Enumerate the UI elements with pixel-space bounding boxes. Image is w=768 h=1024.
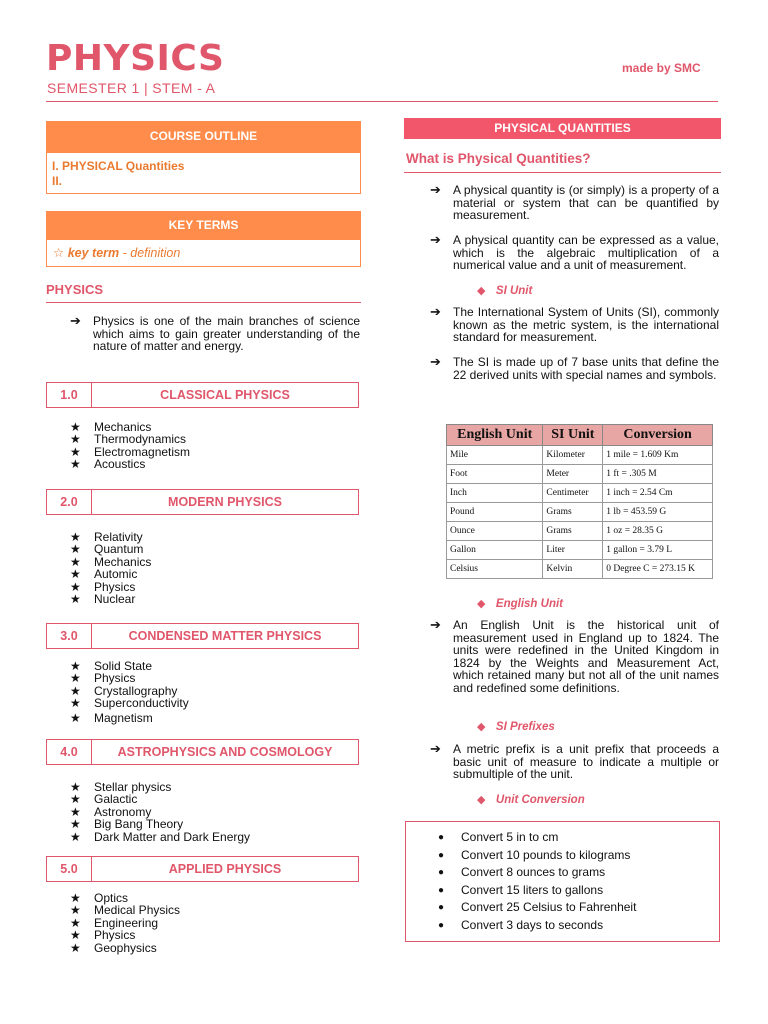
- bullet-icon: ●: [438, 902, 445, 913]
- list-item: ★ Physics: [70, 928, 136, 943]
- course-outline-body: [46, 152, 361, 194]
- list-item: ● Convert 3 days to seconds: [438, 917, 636, 935]
- pq-paragraph-2: A physical quantity can be expressed as a value, which is the algebraic multiplication of a numerical value and a unit of measurement.: [453, 233, 719, 272]
- section-number: 5.0: [47, 857, 92, 881]
- list-item: ★ Astronomy: [70, 804, 152, 819]
- english-unit-subheading: ◆ English Unit: [477, 598, 564, 610]
- star-icon: ★: [70, 659, 81, 673]
- list-item: ● Convert 8 ounces to grams: [438, 864, 636, 882]
- section-number: 3.0: [47, 624, 92, 648]
- star-icon: ★: [70, 710, 81, 725]
- table-row: Celsius Kelvin 0 Degree C = 273.15 K: [447, 560, 713, 579]
- semester-subtitle: SEMESTER 1 | STEM - A: [47, 80, 216, 96]
- star-icon: ★: [70, 696, 81, 711]
- star-icon: ★: [70, 683, 81, 698]
- physical-quantities-heading: PHYSICAL QUANTITIES: [404, 118, 721, 139]
- table-header-cell: English Unit: [447, 425, 543, 446]
- star-icon: ★: [70, 829, 81, 844]
- star-icon: ★: [70, 530, 81, 544]
- astrophysics-list: [70, 781, 250, 843]
- list-item: ★ Electromagnetism: [70, 444, 191, 459]
- diamond-icon: ◆: [477, 721, 486, 733]
- list-item: ★ Relativity: [70, 530, 143, 544]
- star-icon: ★: [70, 891, 81, 905]
- star-icon: ★: [70, 592, 81, 607]
- arrow-icon: ➔: [430, 617, 441, 632]
- section-title: CONDENSED MATTER PHYSICS: [128, 629, 322, 643]
- physical-quantities-question: What is Physical Quantities?: [406, 151, 591, 166]
- table-row: Mile Kilometer 1 mile = 1.609 Km: [447, 446, 713, 465]
- list-item: ★ Solid State: [70, 659, 153, 673]
- star-icon: ★: [70, 792, 81, 807]
- si-unit-subheading: ◆ SI Unit: [477, 285, 533, 297]
- star-icon: ★: [70, 554, 81, 569]
- section-condensed-matter-physics: [46, 623, 359, 649]
- section-astrophysics-cosmology: [46, 739, 359, 765]
- list-item: ★ Automic: [70, 567, 138, 582]
- star-icon: ★: [70, 671, 81, 686]
- question-underline: [404, 172, 721, 173]
- star-outline-icon: ☆: [53, 246, 65, 260]
- table-row: Ounce Grams 1 oz = 28.35 G: [447, 522, 713, 541]
- section-title: APPLIED PHYSICS: [168, 862, 282, 876]
- applied-physics-list: [70, 892, 180, 954]
- conversion-list: [438, 829, 636, 934]
- key-terms-heading: KEY TERMS: [46, 211, 361, 239]
- section-classical-physics: [46, 382, 359, 408]
- star-icon: ★: [70, 444, 81, 459]
- course-outline-heading: COURSE OUTLINE: [46, 121, 361, 152]
- pq-paragraph-4: The SI is made up of 7 base units that define the 22 derived units with special names and symbols.: [453, 355, 719, 382]
- star-icon: ★: [70, 457, 81, 472]
- condensed-matter-list: [70, 660, 189, 724]
- diamond-icon: ◆: [477, 794, 486, 806]
- star-icon: ★: [70, 804, 81, 819]
- star-icon: ★: [70, 567, 81, 582]
- list-item: ★ Acoustics: [70, 457, 146, 472]
- list-item: ★ Mechanics: [70, 554, 152, 569]
- arrow-icon: ➔: [430, 741, 441, 756]
- list-item: ★ Engineering: [70, 915, 159, 930]
- diamond-icon: ◆: [477, 598, 486, 610]
- physics-heading-underline: [46, 302, 361, 303]
- unit-conversion-table: [446, 424, 713, 579]
- pq-paragraph-3: The International System of Units (SI), commonly known as the metric system, is the international standard for measurement.: [453, 305, 719, 344]
- star-icon: ★: [70, 542, 81, 557]
- bullet-icon: ●: [438, 849, 445, 861]
- key-terms-body: [46, 239, 361, 267]
- star-icon: ★: [70, 903, 81, 918]
- list-item: ★ Dark Matter and Dark Energy: [70, 829, 251, 844]
- section-applied-physics: [46, 856, 359, 882]
- star-icon: ★: [70, 420, 81, 434]
- star-icon: ★: [70, 817, 81, 832]
- arrow-icon: ➔: [430, 232, 441, 247]
- star-icon: ★: [70, 940, 81, 955]
- diamond-icon: ◆: [477, 285, 486, 297]
- table-row: Pound Grams 1 lb = 453.59 G: [447, 503, 713, 522]
- author-credit: made by SMC: [622, 61, 701, 75]
- list-item: ★ Galactic: [70, 792, 138, 807]
- arrow-icon: ➔: [430, 304, 441, 319]
- header-divider: [46, 101, 718, 102]
- arrow-icon: ➔: [70, 313, 81, 328]
- list-item: ★ Medical Physics: [70, 903, 181, 918]
- table-header-cell: SI Unit: [543, 425, 603, 446]
- list-item: ★ Mechanics: [70, 420, 152, 434]
- unit-conversion-subheading: ◆ Unit Conversion: [477, 794, 585, 806]
- list-item: ★ Physics: [70, 671, 136, 686]
- physics-paragraph: Physics is one of the main branches of science which aims to gain greater understanding of the nature of matter and energy.: [93, 314, 360, 353]
- list-item: ● Convert 5 in to cm: [438, 829, 636, 847]
- section-title: CLASSICAL PHYSICS: [160, 388, 290, 402]
- arrow-icon: ➔: [430, 354, 441, 369]
- list-item: ● Convert 15 liters to gallons: [438, 882, 636, 900]
- section-number: 4.0: [47, 740, 92, 764]
- course-outline-item: II.: [52, 174, 63, 188]
- pq-paragraph-1: A physical quantity is (or simply) is a property of a material or system that can be quantified by measurement.: [453, 183, 719, 222]
- list-item: ★ Superconductivity: [70, 696, 189, 711]
- list-item: ★ Big Bang Theory: [70, 817, 184, 832]
- star-icon: ★: [70, 780, 81, 794]
- section-title: MODERN PHYSICS: [168, 495, 282, 509]
- page-title: PHYSICS: [46, 38, 225, 79]
- list-item: ★ Physics: [70, 579, 136, 594]
- unit-conversion-exercises-box: [405, 821, 720, 942]
- bullet-icon: ●: [438, 884, 445, 896]
- table-row: Foot Meter 1 ft = .305 M: [447, 465, 713, 484]
- key-term-label: key term: [67, 246, 120, 260]
- arrow-icon: ➔: [430, 182, 441, 197]
- modern-physics-list: [70, 531, 151, 605]
- physics-heading: PHYSICS: [46, 282, 104, 297]
- list-item: ★ Stellar physics: [70, 780, 172, 794]
- star-icon: ★: [70, 915, 81, 930]
- pq-paragraph-6: A metric prefix is a unit prefix that proceeds a basic unit of measure to indicate a multiple or submultiple of the unit.: [453, 742, 719, 781]
- list-item: ★ Magnetism: [70, 710, 153, 725]
- bullet-icon: ●: [438, 867, 445, 878]
- section-modern-physics: [46, 489, 359, 515]
- list-item: ★ Crystallography: [70, 683, 178, 698]
- list-item: ● Convert 10 pounds to kilograms: [438, 847, 636, 865]
- star-icon: ★: [70, 928, 81, 943]
- bullet-icon: ●: [438, 832, 445, 843]
- list-item: ★ Nuclear: [70, 592, 136, 607]
- list-item: ● Convert 25 Celsius to Fahrenheit: [438, 899, 636, 917]
- si-prefixes-subheading: ◆ SI Prefixes: [477, 721, 555, 733]
- list-item: ★ Thermodynamics: [70, 432, 187, 447]
- section-number: 1.0: [47, 383, 92, 407]
- pq-paragraph-5: An English Unit is the historical unit of measurement used in England up to 1824. The units were redefined in the United Kingdom in 1824 by the Weights and Measurement Act, which retained many but not all of the unit names and redefined some definitions.: [453, 618, 719, 695]
- star-icon: ★: [70, 579, 81, 594]
- key-term-definition: - definition: [119, 246, 181, 260]
- table-header-cell: Conversion: [603, 425, 713, 446]
- section-title: ASTROPHYSICS AND COSMOLOGY: [117, 745, 333, 759]
- course-outline-item: I. PHYSICAL Quantities: [52, 159, 185, 173]
- list-item: ★ Optics: [70, 891, 129, 905]
- table-row: Inch Centimeter 1 inch = 2.54 Cm: [447, 484, 713, 503]
- classical-physics-list: [70, 421, 190, 471]
- list-item: ★ Geophysics: [70, 940, 157, 955]
- bullet-icon: ●: [438, 919, 445, 931]
- star-icon: ★: [70, 432, 81, 447]
- table-header-row: [447, 425, 713, 446]
- table-row: Gallon Liter 1 gallon = 3.79 L: [447, 541, 713, 560]
- section-number: 2.0: [47, 490, 92, 514]
- list-item: ★ Quantum: [70, 542, 144, 557]
